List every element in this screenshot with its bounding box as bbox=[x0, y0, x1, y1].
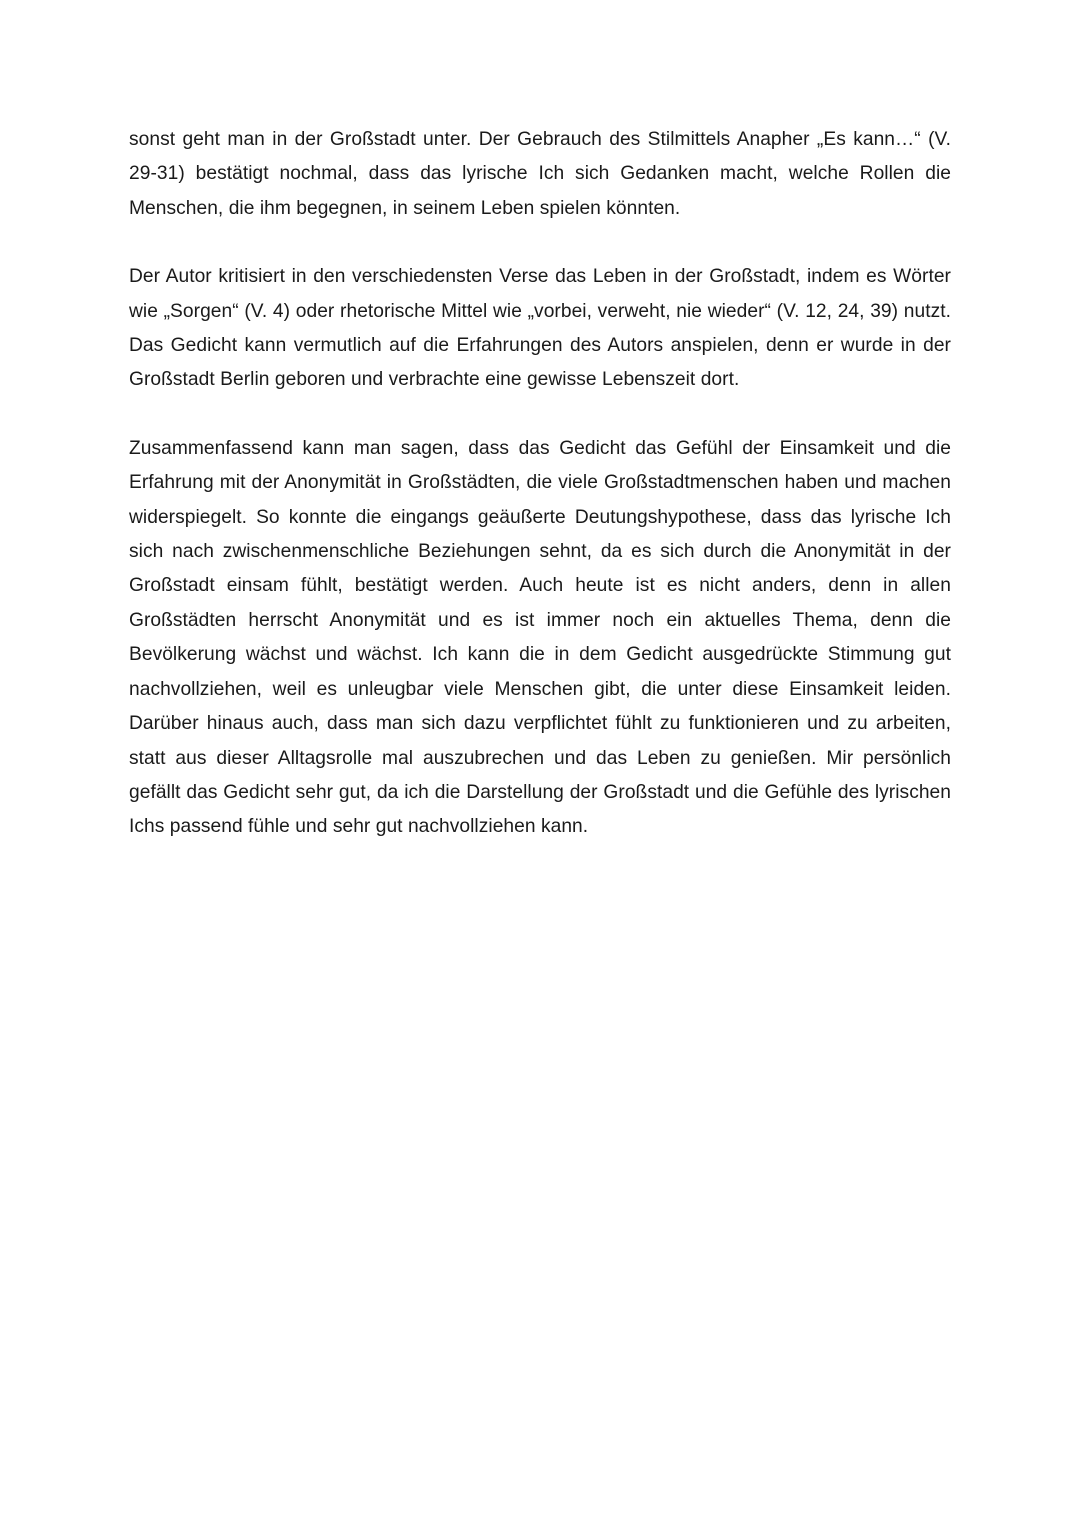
paragraph-author-critique: Der Autor kritisiert in den verschiedensten Verse das Leben in der Großstadt, indem es Wörter wie „Sorgen“ (V. 4) oder rhetorische Mittel wie „vorbei, verweht, nie wieder“ (V. 12, 24, 39) nutzt. Das Gedicht kann vermutlich auf die Erfahrungen des Autors anspielen, denn er wurde in der Großstadt Berlin geboren und verbrachte eine gewisse Lebenszeit dort. bbox=[129, 266, 951, 391]
paragraph-anapher-analysis: sonst geht man in der Großstadt unter. Der Gebrauch des Stilmittels Anapher „Es kann…“ (V. 29-31) bestätigt nochmal, dass das lyrische Ich sich Gedanken macht, welche Rollen die Menschen, die ihm begegnen, in seinem Leben spielen könnten. bbox=[129, 129, 951, 219]
document-body bbox=[129, 123, 951, 879]
paragraph-conclusion: Zusammenfassend kann man sagen, dass das Gedicht das Gefühl der Einsamkeit und die Erfahrung mit der Anonymität in Großstädten, die viele Großstadtmenschen haben und machen widerspiegelt. So konnte die eingangs geäußerte Deutungshypothese, dass das lyrische Ich sich nach zwischenmenschliche Beziehungen sehnt, da es sich durch die Anonymität in der Großstadt einsam fühlt, bestätigt werden. Auch heute ist es nicht anders, denn in allen Großstädten herrscht Anonymität und es ist immer noch ein aktuelles Thema, denn die Bevölkerung wächst und wächst. Ich kann die in dem Gedicht ausgedrückte Stimmung gut nachvollziehen, weil es unleugbar viele Menschen gibt, die unter diese Einsamkeit leiden. Darüber hinaus auch, dass man sich dazu verpflichtet fühlt zu funktionieren und zu arbeiten, statt aus dieser Alltagsrolle mal auszubrechen und das Leben zu genießen. Mir persönlich gefällt das Gedicht sehr gut, da ich die Darstellung der Großstadt und die Gefühle des lyrischen Ichs passend fühle und sehr gut nachvollziehen kann. bbox=[129, 437, 951, 838]
